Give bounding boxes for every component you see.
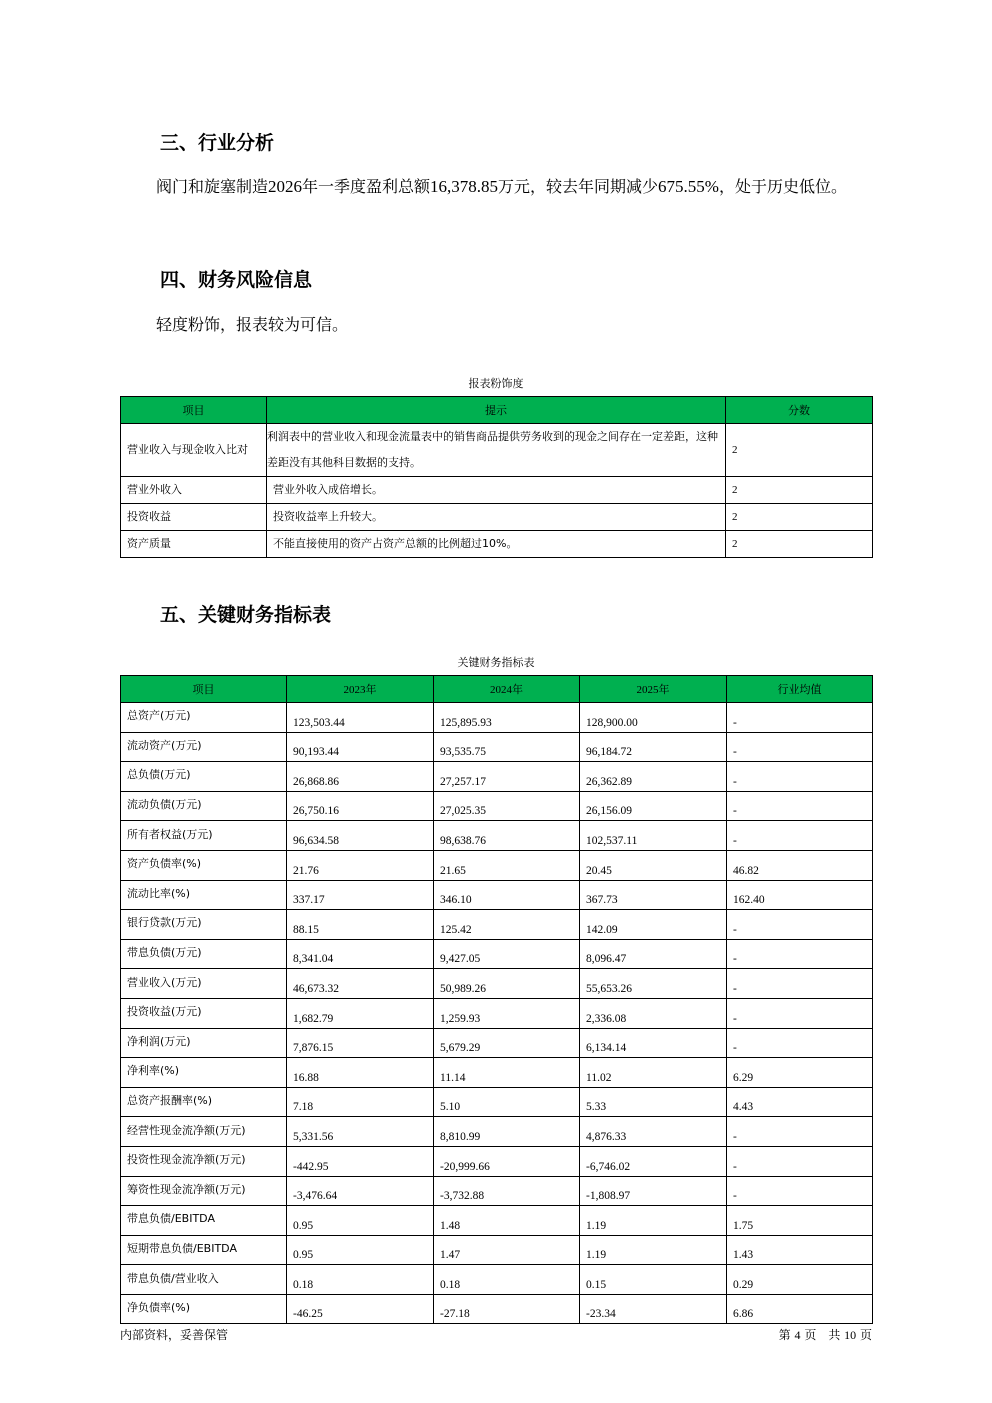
metric-value: 1.47 (434, 1235, 580, 1265)
table-row (121, 791, 873, 821)
metric-value: -23.34 (580, 1294, 727, 1324)
risk-score: 2 (726, 531, 873, 558)
industry-text-suffix: ，处于历史低位。 (718, 177, 847, 196)
metric-value: -3,732.88 (434, 1176, 580, 1206)
metric-value: 26,868.86 (287, 762, 434, 792)
risk-hint: 营业外收入成倍增长。 (267, 477, 726, 504)
footer-page-suffix: 页 (859, 1328, 872, 1342)
metric-value: 26,362.89 (580, 762, 727, 792)
table-row (121, 1176, 873, 1206)
key-col-item: 项目 (121, 676, 287, 703)
metric-value: 1,259.93 (434, 998, 580, 1028)
key-col-industry-avg: 行业均值 (727, 676, 873, 703)
metric-label: 所有者权益(万元) (121, 821, 287, 851)
table-row (121, 732, 873, 762)
metric-label: 经营性现金流净额(万元) (121, 1117, 287, 1147)
metric-industry-avg: - (727, 939, 873, 969)
metric-label: 流动资产(万元) (121, 732, 287, 762)
metric-value: -46.25 (287, 1294, 434, 1324)
metric-label: 投资性现金流净额(万元) (121, 1146, 287, 1176)
metric-value: -20,999.66 (434, 1146, 580, 1176)
risk-item: 资产质量 (121, 531, 267, 558)
metric-value: -27.18 (434, 1294, 580, 1324)
metric-industry-avg: - (727, 1028, 873, 1058)
metric-label: 净负债率(%) (121, 1294, 287, 1324)
table-row (121, 850, 873, 880)
metric-label: 带息负债/营业收入 (121, 1265, 287, 1295)
metric-value: 16.88 (287, 1058, 434, 1088)
metric-value: 8,810.99 (434, 1117, 580, 1147)
metric-value: 5.33 (580, 1087, 727, 1117)
metric-label: 短期带息负债/EBITDA (121, 1235, 287, 1265)
risk-paragraph: 轻度粉饰，报表较为可信。 (156, 315, 349, 334)
metric-industry-avg: 1.75 (727, 1206, 873, 1236)
key-col-2025: 2025年 (580, 676, 727, 703)
metric-value: 0.95 (287, 1206, 434, 1236)
industry-value: 16,378.85 (430, 177, 499, 196)
metric-label: 净利润(万元) (121, 1028, 287, 1058)
metric-value: 96,634.58 (287, 821, 434, 851)
metric-industry-avg: 0.29 (727, 1265, 873, 1295)
key-col-2023: 2023年 (287, 676, 434, 703)
metric-value: 21.76 (287, 850, 434, 880)
metric-label: 资产负债率(%) (121, 850, 287, 880)
footer-page-mid: 页 共 (804, 1328, 841, 1342)
metric-value: 96,184.72 (580, 732, 727, 762)
risk-col-item: 项目 (121, 397, 267, 424)
table-row (121, 1235, 873, 1265)
metric-value: 11.14 (434, 1058, 580, 1088)
metric-value: 20.45 (580, 850, 727, 880)
metric-value: 337.17 (287, 880, 434, 910)
metric-value: 1.19 (580, 1206, 727, 1236)
metric-value: 88.15 (287, 910, 434, 940)
metric-label: 总资产(万元) (121, 703, 287, 733)
metric-value: 0.18 (434, 1265, 580, 1295)
table-row (121, 969, 873, 999)
table-row (121, 939, 873, 969)
industry-paragraph (120, 170, 872, 204)
metric-value: 0.95 (287, 1235, 434, 1265)
section-heading-key-metrics: 五、关键财务指标表 (160, 604, 332, 626)
metric-value: 93,535.75 (434, 732, 580, 762)
footer-page-number (779, 1326, 872, 1343)
metric-industry-avg: - (727, 791, 873, 821)
risk-table-caption: 报表粉饰度 (468, 377, 524, 390)
risk-item: 营业外收入 (121, 477, 267, 504)
metric-industry-avg: - (727, 1146, 873, 1176)
risk-score: 2 (726, 504, 873, 531)
table-row (121, 880, 873, 910)
metric-value: 102,537.11 (580, 821, 727, 851)
metric-label: 带息负债/EBITDA (121, 1206, 287, 1236)
metric-value: 26,156.09 (580, 791, 727, 821)
risk-col-hint: 提示 (267, 397, 726, 424)
metric-industry-avg: - (727, 969, 873, 999)
metric-value: -442.95 (287, 1146, 434, 1176)
metric-industry-avg: - (727, 762, 873, 792)
metric-industry-avg: - (727, 821, 873, 851)
table-row (121, 1146, 873, 1176)
key-metrics-table (120, 675, 873, 1324)
metric-label: 总负债(万元) (121, 762, 287, 792)
metric-value: 8,341.04 (287, 939, 434, 969)
metric-industry-avg: - (727, 998, 873, 1028)
metric-label: 流动比率(%) (121, 880, 287, 910)
metric-industry-avg: - (727, 1117, 873, 1147)
risk-item: 营业收入与现金收入比对 (121, 424, 267, 477)
table-row (121, 703, 873, 733)
table-row (121, 1087, 873, 1117)
metric-value: 142.09 (580, 910, 727, 940)
key-table-body (121, 703, 873, 1324)
metric-value: 2,336.08 (580, 998, 727, 1028)
industry-text-prefix: 阀门和旋塞制造 (156, 177, 269, 196)
metric-industry-avg: - (727, 910, 873, 940)
risk-hint: 投资收益率上升较大。 (267, 504, 726, 531)
metric-label: 银行贷款(万元) (121, 910, 287, 940)
risk-score: 2 (726, 424, 873, 477)
metric-value: 8,096.47 (580, 939, 727, 969)
metric-label: 投资收益(万元) (121, 998, 287, 1028)
table-row (121, 1058, 873, 1088)
metric-value: 1.48 (434, 1206, 580, 1236)
metric-label: 筹资性现金流净额(万元) (121, 1176, 287, 1206)
metric-industry-avg: 46.82 (727, 850, 873, 880)
risk-score: 2 (726, 477, 873, 504)
risk-col-score: 分数 (726, 397, 873, 424)
metric-value: -1,808.97 (580, 1176, 727, 1206)
metric-label: 流动负债(万元) (121, 791, 287, 821)
metric-value: -6,746.02 (580, 1146, 727, 1176)
metric-value: 128,900.00 (580, 703, 727, 733)
metric-value: 123,503.44 (287, 703, 434, 733)
footer-page-current: 4 (794, 1328, 801, 1342)
table-row (121, 1265, 873, 1295)
table-row (121, 477, 873, 504)
metric-industry-avg: 162.40 (727, 880, 873, 910)
metric-value: 11.02 (580, 1058, 727, 1088)
metric-label: 总资产报酬率(%) (121, 1087, 287, 1117)
metric-industry-avg: - (727, 703, 873, 733)
metric-value: 1,682.79 (287, 998, 434, 1028)
table-row (121, 1028, 873, 1058)
table-row (121, 910, 873, 940)
key-table-caption: 关键财务指标表 (457, 656, 535, 669)
key-col-2024: 2024年 (434, 676, 580, 703)
risk-hint: 不能直接使用的资产占资产总额的比例超过10%。 (267, 531, 726, 558)
metric-industry-avg: 6.86 (727, 1294, 873, 1324)
table-row (121, 998, 873, 1028)
metric-value: 55,653.26 (580, 969, 727, 999)
metric-value: 0.15 (580, 1265, 727, 1295)
industry-text-mid: 年一季度盈利总额 (302, 177, 431, 196)
table-row (121, 1294, 873, 1324)
metric-label: 带息负债(万元) (121, 939, 287, 969)
metric-value: 50,989.26 (434, 969, 580, 999)
risk-table (120, 396, 873, 558)
risk-item: 投资收益 (121, 504, 267, 531)
metric-value: 90,193.44 (287, 732, 434, 762)
metric-value: 27,257.17 (434, 762, 580, 792)
metric-value: 26,750.16 (287, 791, 434, 821)
table-row (121, 1206, 873, 1236)
table-row (121, 821, 873, 851)
industry-pct: 675.55% (658, 177, 719, 196)
metric-industry-avg: - (727, 1176, 873, 1206)
metric-value: 5,679.29 (434, 1028, 580, 1058)
metric-value: 7,876.15 (287, 1028, 434, 1058)
metric-value: 5,331.56 (287, 1117, 434, 1147)
risk-hint: 利润表中的营业收入和现金流量表中的销售商品提供劳务收到的现金之间存在一定差距，这种差距没有其他科目数据的支持。 (267, 424, 726, 477)
metric-value: 346.10 (434, 880, 580, 910)
metric-value: 1.19 (580, 1235, 727, 1265)
metric-label: 净利率(%) (121, 1058, 287, 1088)
table-row (121, 762, 873, 792)
metric-value: 7.18 (287, 1087, 434, 1117)
metric-value: 98,638.76 (434, 821, 580, 851)
metric-value: 46,673.32 (287, 969, 434, 999)
metric-value: 125.42 (434, 910, 580, 940)
metric-value: 367.73 (580, 880, 727, 910)
metric-industry-avg: - (727, 732, 873, 762)
metric-value: 4,876.33 (580, 1117, 727, 1147)
industry-year: 2026 (268, 177, 303, 196)
metric-value: 5.10 (434, 1087, 580, 1117)
metric-value: 125,895.93 (434, 703, 580, 733)
key-table-header-row (121, 676, 873, 703)
metric-value: 6,134.14 (580, 1028, 727, 1058)
metric-industry-avg: 4.43 (727, 1087, 873, 1117)
metric-value: 9,427.05 (434, 939, 580, 969)
section-heading-industry: 三、行业分析 (160, 132, 275, 154)
metric-value: 21.65 (434, 850, 580, 880)
table-row (121, 504, 873, 531)
metric-value: -3,476.64 (287, 1176, 434, 1206)
metric-industry-avg: 6.29 (727, 1058, 873, 1088)
table-row (121, 424, 873, 477)
footer-left: 内部资料，妥善保管 (120, 1328, 229, 1342)
metric-industry-avg: 1.43 (727, 1235, 873, 1265)
table-row (121, 531, 873, 558)
section-heading-risk: 四、财务风险信息 (160, 269, 313, 291)
metric-value: 0.18 (287, 1265, 434, 1295)
footer-page-prefix: 第 (778, 1328, 791, 1342)
table-row (121, 1117, 873, 1147)
metric-value: 27,025.35 (434, 791, 580, 821)
industry-text-mid2: 万元，较去年同期减少 (498, 177, 659, 196)
footer-page-total: 10 (844, 1328, 857, 1342)
risk-table-header-row (121, 397, 873, 424)
metric-label: 营业收入(万元) (121, 969, 287, 999)
